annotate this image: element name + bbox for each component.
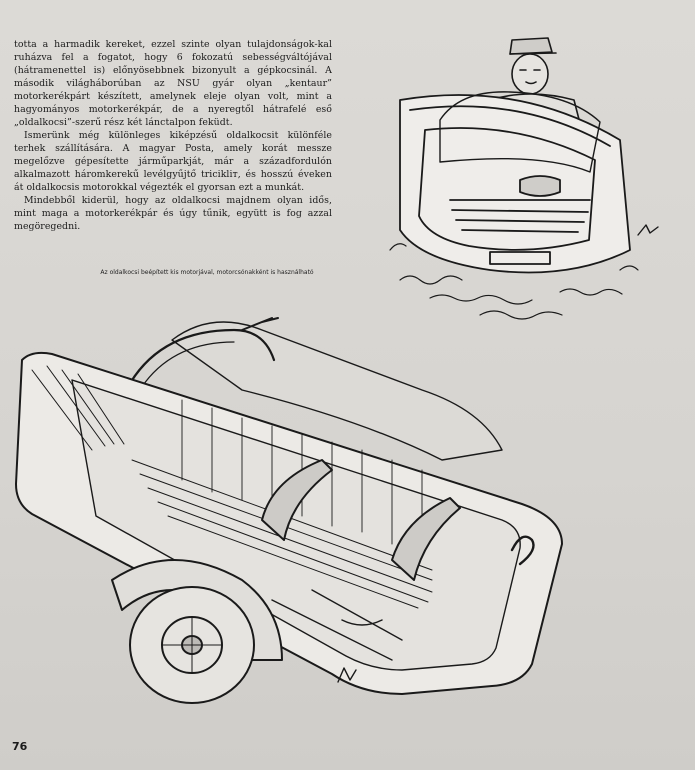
paragraph-1: totta a harmadik kereket, ezzel szinte olyan tulajdonságok-kal ruházva fel a fogatot, hogy 6 fokozatú sebességváltójával (hátramenettel is) előnyösebbnek bizonyult a gépkocsinál. A második világháborúban az NSU gyár olyan „kentaur” motorkerékpárt készített, amelynek eleje olyan volt, mint a hagyományos motorkerékpár, de a nyeregtől hátrafelé eső „oldalkocsi”-szerű rész két lánctalpon feküdt. — [14, 39, 332, 128]
page-number: 76 — [12, 740, 28, 753]
boat-sidecar-with-rider-icon — [370, 30, 660, 335]
text-column — [14, 38, 332, 233]
paragraph-3: Mindebből kiderül, hogy az oldalkocsi majdnem olyan idős, mint maga a motorkerékpár és úgy tűnik, együtt is fog azzal megöregedni. — [14, 195, 332, 232]
sidecar-cutaway-icon — [12, 300, 592, 730]
figure-caption: Az oldalkocsi beépített kis motorjával, motorcsónakként is használható — [100, 269, 314, 276]
paragraph-2: Ismerünk még különleges kiképzésű oldalkocsit különféle terhek szállítására. A magyar Posta, amely korát messze megelőzve gépesítette járműparkját, már a századfordulón alkalmazott háromkerekű levélgyűjtő tricikliт, és hosszú éveken át oldalkocsis motorokkal végezték el gyorsan ezt a munkát. — [14, 130, 332, 193]
